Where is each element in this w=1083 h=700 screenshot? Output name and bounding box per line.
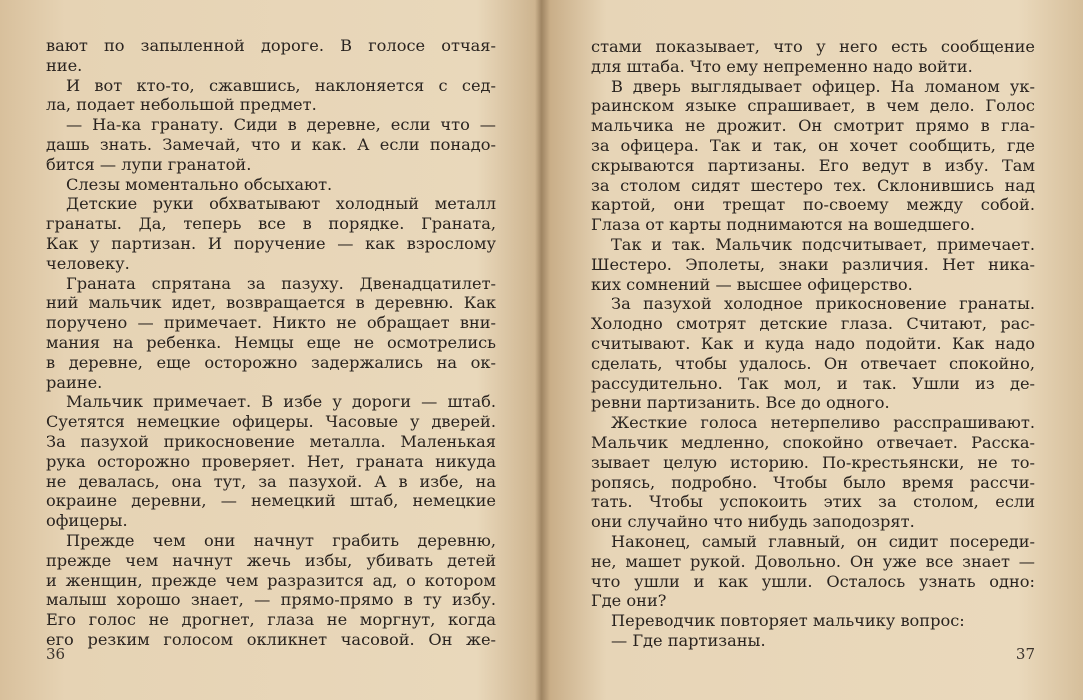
text-line: В дверь выглядывает офицер. На ломаном ук- [611,76,1035,96]
text-line: офицеры. [46,511,128,531]
text-line: Где они? [591,591,667,611]
text-line: рука осторожно проверяет. Нет, граната никуда [46,451,496,471]
text-line: Прежде чем они начнут грабить деревню, [66,530,496,550]
text-line: мальчика не дрожит. Он смотрит прямо в гла- [591,116,1035,136]
text-line: Слезы моментально обсыхают. [66,174,333,194]
text-line: для штаба. Что ему непременно надо войти. [591,56,973,76]
text-line: в деревне, еще осторожно задержались на ок- [46,352,496,372]
text-line: Наконец, самый главный, он сидит посереди- [611,531,1035,551]
text-line: Глаза от карты поднимаются на вошедшего. [591,215,976,235]
left-page [46,0,496,700]
text-line: Как у партизан. И поручение — как взрослому [46,233,496,253]
text-line: — На-ка гранату. Сиди в деревне, если что — [66,115,496,135]
text-line: скрываются партизаны. Его ведут в избу. Там [591,155,1035,175]
text-line: зывает целую историю. По-крестьянски, не то- [591,452,1035,472]
text-line: ревни партизанить. Все до одного. [591,393,890,413]
text-line: Граната спрятана за пазуху. Двенадцатилет- [66,273,496,293]
text-line: тать. Чтобы успокоить этих за столом, если [591,492,1035,512]
text-line: Так и так. Мальчик подсчитывает, примечает. [611,234,1035,254]
text-line: и женщин, прежде чем разразится ад, о котором [46,570,496,590]
text-line: его резким голосом окликнет часовой. Он же- [46,629,496,649]
text-line: не девалась, она тут, за пазухой. А в избе, на [46,471,496,491]
right-page [591,0,1035,700]
text-line: раинском языке спрашивает, в чем дело. Голос [591,96,1035,116]
text-line: ние. [46,55,83,75]
text-line: Его голос не дрогнет, глаза не моргнут, когда [46,610,496,630]
text-line: Детские руки обхватывают холодный металл [66,194,496,214]
text-line: бится — лупи гранатой. [46,154,252,174]
text-line: ких сомнений — высшее офицерство. [591,274,913,294]
left-page-number: 36 [46,645,66,663]
text-line: малыш хорошо знает, — прямо-прямо в ту избу. [46,590,496,610]
text-line: мания на ребенка. Немцы еще не осмотрелись [46,332,496,352]
text-line: И вот кто-то, сжавшись, наклоняется с сед- [66,75,496,95]
text-line: гранаты. Да, теперь все в порядке. Граната, [46,214,496,234]
text-line: картой, они трещат по-своему между собой. [591,195,1035,215]
text-line: за офицера. Так и так, он хочет сообщить, где [591,135,1035,155]
text-line: что ушли и как ушли. Осталось узнать одно: [591,571,1035,591]
text-line: не, машет рукой. Довольно. Он уже все знает — [591,551,1035,571]
text-line: прежде чем начнут жечь избы, убивать детей [46,550,496,570]
text-line: дашь знать. Замечай, что и как. А если понадо- [46,134,496,154]
text-line: человеку. [46,253,130,273]
text-line: Переводчик повторяет мальчику вопрос: [611,611,965,631]
text-line: За пазухой прикосновение металла. Маленькая [46,431,496,451]
text-line: рассудительно. Так мол, и так. Ушли из де- [591,373,1035,393]
text-line: за столом сидят шестеро тех. Склонившись над [591,175,1035,195]
text-line: они случайно что нибудь заподозрят. [591,512,915,532]
text-line: Мальчик медленно, спокойно отвечает. Расска- [591,432,1035,452]
text-line: считывают. Как и куда надо подойти. Как надо [591,333,1035,353]
right-page-text [591,37,1035,651]
right-page-number: 37 [1015,645,1035,663]
text-line: поручено — примечает. Никто не обращает вни- [46,313,496,333]
text-line: Шестеро. Эполеты, знаки различия. Нет ника- [591,254,1035,274]
text-line: сделать, чтобы удалось. Он отвечает спокойно, [591,353,1035,373]
text-line: Жесткие голоса нетерпеливо расспрашивают. [611,413,1035,433]
text-line: ла, подает небольшой предмет. [46,95,317,115]
text-line: ропясь, подробно. Чтобы было время рассчи- [591,472,1035,492]
text-line: За пазухой холодное прикосновение гранаты. [611,294,1035,314]
text-line: Мальчик примечает. В избе у дороги — штаб. [66,392,496,412]
text-line: окраине деревни, — немецкий штаб, немецкие [46,491,496,511]
left-page-text [46,36,496,650]
text-line: раине. [46,372,103,392]
text-line: — Где партизаны. [611,630,766,650]
text-line: Холодно смотрят детские глаза. Считают, рас- [591,314,1035,334]
text-line: стами показывает, что у него есть сообщение [591,37,1035,56]
text-line: Суетятся немецкие офицеры. Часовые у дверей. [46,412,496,432]
text-line: ний мальчик идет, возвращается в деревню. Как [46,293,496,313]
text-line: вают по запыленной дороге. В голосе отчая- [46,36,496,55]
